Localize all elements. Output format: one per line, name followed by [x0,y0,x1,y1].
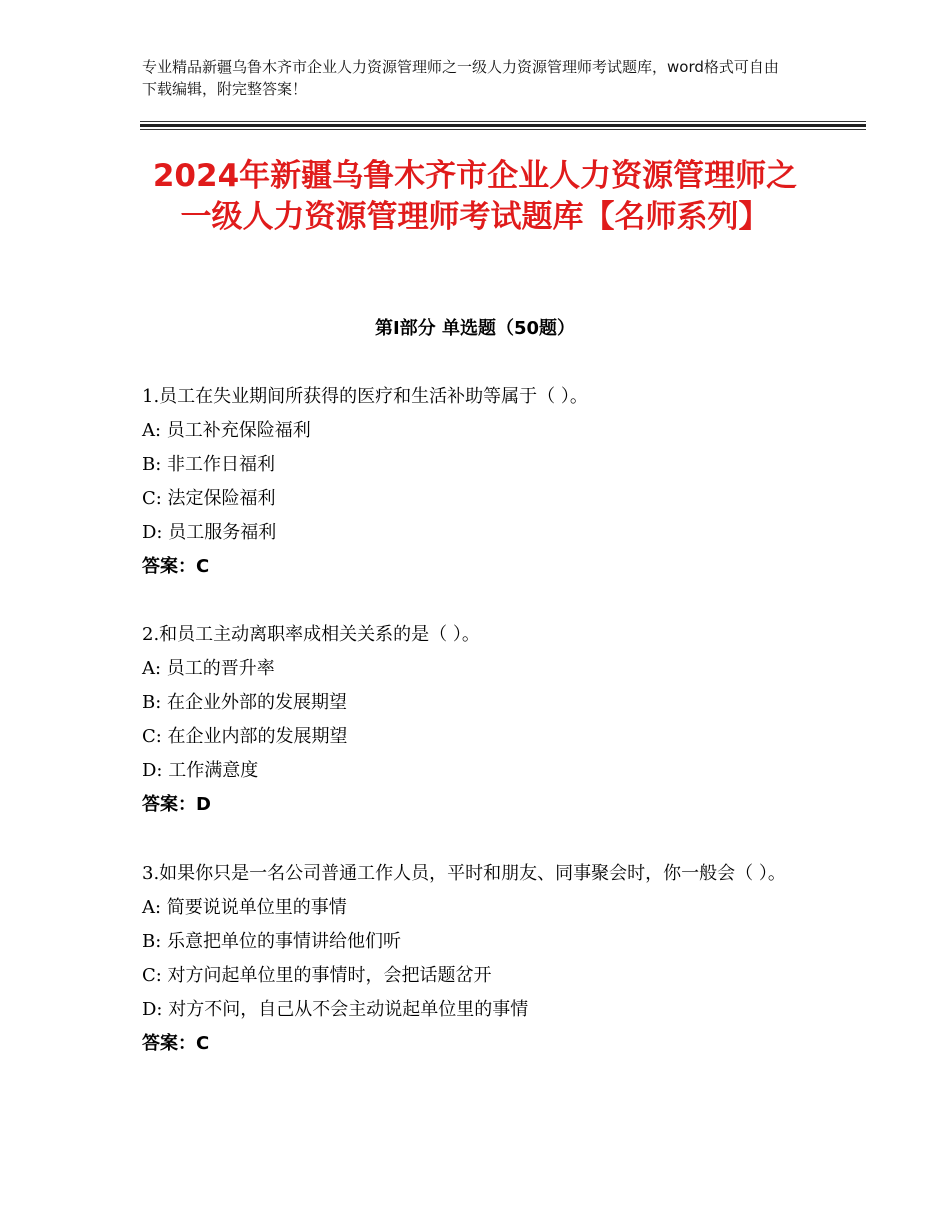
option-b: B: 乐意把单位的事情讲给他们听 [142,931,402,952]
option-d: D: 员工服务福利 [142,522,277,543]
option-d: D: 工作满意度 [142,760,259,781]
option-a: A: 员工补充保险福利 [142,420,311,441]
question-stem: 1.员工在失业期间所获得的医疗和生活补助等属于（ ）。 [142,386,588,407]
option-a: A: 简要说说单位里的事情 [142,897,347,918]
header-divider-thin-bottom [140,129,866,130]
option-a: A: 员工的晋升率 [142,658,275,679]
answer: 答案：C [142,1033,210,1054]
option-d: D: 对方不问，自己从不会主动说起单位里的事情 [142,999,529,1020]
option-c: C: 在企业内部的发展期望 [142,726,348,747]
option-b: B: 在企业外部的发展期望 [142,692,348,713]
question-stem: 3.如果你只是一名公司普通工作人员，平时和朋友、同事聚会时，你一般会（ ）。 [142,863,786,884]
header-note: 专业精品新疆乌鲁木齐市企业人力资源管理师之一级人力资源管理师考试题库，word格式可自由下载编辑，附完整答案！ [142,58,779,98]
question-1 [142,380,822,584]
option-b: B: 非工作日福利 [142,454,276,475]
option-c: C: 法定保险福利 [142,488,276,509]
question-stem: 2.和员工主动离职率成相关关系的是（ ）。 [142,624,480,645]
header-divider-thick [140,124,866,127]
document-title: 2024年新疆乌鲁木齐市企业人力资源管理师之一级人力资源管理师考试题库【名师系列】 [152,158,798,235]
section-title: 第Ⅰ部分 单选题（50题） [374,318,575,339]
header-divider-thin-top [140,121,866,122]
answer: 答案：C [142,556,210,577]
answer: 答案：D [142,794,211,815]
question-3 [142,857,822,1061]
question-2 [142,618,822,822]
option-c: C: 对方问起单位里的事情时，会把话题岔开 [142,965,492,986]
